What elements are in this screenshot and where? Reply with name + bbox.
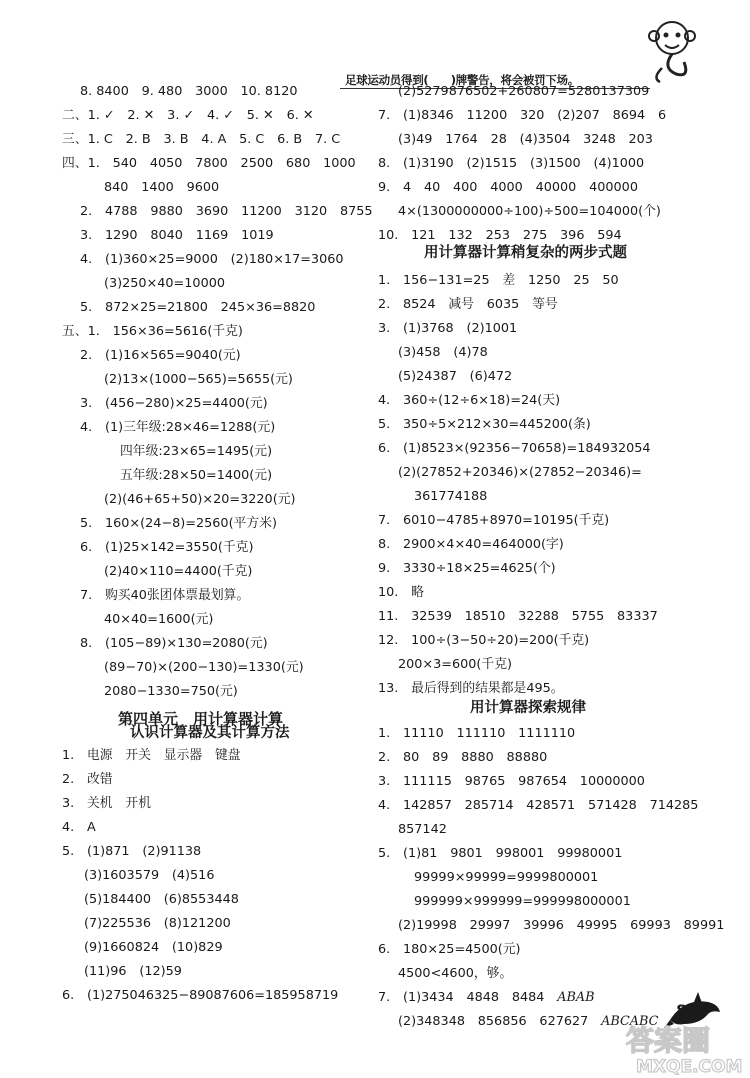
- right-answer-line: 7. (1)8346 11200 320 (2)207 8694 6: [378, 108, 667, 123]
- left-answer-line: 四、1. 540 4050 7800 2500 680 1000: [62, 156, 356, 171]
- left-answer-line: (11)96 (12)59: [84, 964, 182, 979]
- left-answer-line: 3. 1290 8040 1169 1019: [80, 228, 274, 243]
- left-answer-line: 3. 关机 开机: [62, 796, 151, 811]
- right-answer-line: 12. 100÷(3−50÷20)=200(千克): [378, 633, 590, 648]
- left-answer-line: (2)13×(1000−565)=5655(元): [104, 372, 293, 387]
- left-answer-line: 2. 改错: [62, 772, 113, 787]
- left-answer-line: 2. (1)16×565=9040(元): [80, 348, 241, 363]
- left-answer-line: 8. 8400 9. 480 3000 10. 8120: [80, 84, 298, 99]
- right-answer-line: 9. 4 40 400 4000 40000 400000: [378, 180, 638, 195]
- left-answer-line: 4. A: [62, 820, 96, 835]
- left-answer-line: 3. (456−280)×25=4400(元): [80, 396, 268, 411]
- left-answer-line: 4. (1)三年级:28×46=1288(元): [80, 420, 276, 435]
- left-answer-line: 三、1. C 2. B 3. B 4. A 5. C 6. B 7. C: [62, 132, 341, 147]
- left-answer-line: 8. (105−89)×130=2080(元): [80, 636, 268, 651]
- right-answer-line: (2)5279876502+260807=5280137309: [398, 84, 650, 99]
- header-tip: 足球运动员得到( )牌警告，将会被罚下场。: [345, 73, 579, 87]
- right-answer-line: 6. 180×25=4500(元): [378, 942, 521, 957]
- left-answer-line: 五、1. 156×36=5616(千克): [62, 324, 243, 339]
- monkey-mascot-icon: [632, 8, 702, 88]
- left-answer-line: 6. (1)275046325−89087606=185958719: [62, 988, 339, 1003]
- right-answer-line: 4500<4600，够。: [398, 966, 513, 981]
- left-answer-line: 2080−1330=750(元): [104, 684, 238, 699]
- left-answer-line: (9)1660824 (10)829: [84, 940, 223, 955]
- right-answer-line: 11. 32539 18510 32288 5755 83337: [378, 609, 658, 624]
- left-answer-line: 40×40=1600(元): [104, 612, 214, 627]
- left-answer-line: 6. (1)25×142=3550(千克): [80, 540, 254, 555]
- right-answer-line: 3. 111115 98765 987654 10000000: [378, 774, 645, 789]
- left-answer-line: 4. (1)360×25=9000 (2)180×17=3060: [80, 252, 344, 267]
- right-answer-line: 4×(1300000000÷100)÷500=104000(个): [398, 204, 661, 219]
- right-answer-line: 857142: [398, 822, 447, 837]
- watermark-logo: [618, 1020, 748, 1076]
- section-heading: 用计算器探索规律: [470, 700, 586, 716]
- right-answer-line: 1. 156−131=25 差 1250 25 50: [378, 273, 619, 288]
- right-answer-line: 4. 142857 285714 428571 571428 714285: [378, 798, 699, 813]
- right-answer-line: 5. (1)81 9801 998001 99980001: [378, 846, 623, 861]
- section-heading: 用计算器计算稍复杂的两步式题: [424, 245, 627, 261]
- svg-text:MXQE.COM: MXQE.COM: [636, 1057, 743, 1076]
- right-answer-line: 13. 最后得到的结果都是495。: [378, 681, 564, 696]
- left-answer-line: 5. 160×(24−8)=2560(平方米): [80, 516, 277, 531]
- right-answer-line: 200×3=600(千克): [398, 657, 513, 672]
- left-answer-line: (7)225536 (8)121200: [84, 916, 231, 931]
- left-answer-line: (2)(46+65+50)×20=3220(元): [104, 492, 296, 507]
- right-answer-line: 361774188: [414, 489, 488, 504]
- right-answer-line: 10. 121 132 253 275 396 594: [378, 228, 622, 243]
- page-number: 89: [676, 1001, 699, 1020]
- svg-text:答案圈: 答案圈: [626, 1024, 711, 1057]
- left-answer-line: 五年级:28×50=1400(元): [120, 468, 273, 483]
- right-answer-line: (3)49 1764 28 (4)3504 3248 203: [398, 132, 653, 147]
- right-answer-line: 99999×99999=9999800001: [414, 870, 599, 885]
- right-answer-line: 2. 80 89 8880 88880: [378, 750, 548, 765]
- section-heading: 认识计算器及其计算方法: [130, 725, 290, 741]
- right-answer-line: 6. (1)8523×(92356−70658)=184932054: [378, 441, 651, 456]
- right-answer-line: 3. (1)3768 (2)1001: [378, 321, 518, 336]
- unit-title: 第四单元 用计算器计算: [118, 710, 284, 728]
- left-answer-line: 5. (1)871 (2)91138: [62, 844, 202, 859]
- right-answer-line: 4. 360÷(12÷6×18)=24(天): [378, 393, 561, 408]
- right-answer-line: 2. 8524 减号 6035 等号: [378, 297, 558, 312]
- right-answer-line: 1. 11110 111110 1111110: [378, 726, 576, 741]
- right-answer-line: 8. 2900×4×40=464000(字): [378, 537, 564, 552]
- right-answer-line: 7. 6010−4785+8970=10195(千克): [378, 513, 610, 528]
- right-answer-line: (3)458 (4)78: [398, 345, 488, 360]
- left-answer-line: 1. 电源 开关 显示器 键盘: [62, 748, 241, 763]
- right-answer-line: (2)19998 29997 39996 49995 69993 89991: [398, 918, 725, 933]
- right-answer-line: 10. 略: [378, 585, 424, 600]
- right-answer-line: 8. (1)3190 (2)1515 (3)1500 (4)1000: [378, 156, 645, 171]
- left-answer-line: 2. 4788 9880 3690 11200 3120 8755: [80, 204, 373, 219]
- left-answer-line: 840 1400 9600: [104, 180, 220, 195]
- right-answer-line: 7. (1)3434 4848 8484 ABAB: [378, 990, 595, 1005]
- right-answer-line: 999999×999999=999998000001: [414, 894, 631, 909]
- left-answer-line: 5. 872×25=21800 245×36=8820: [80, 300, 316, 315]
- left-answer-line: 四年级:23×65=1495(元): [120, 444, 273, 459]
- right-answer-line: (2)348348 856856 627627 ABCABC: [398, 1014, 659, 1029]
- left-answer-line: 二、1. ✓ 2. ✕ 3. ✓ 4. ✓ 5. ✕ 6. ✕: [62, 108, 314, 123]
- left-answer-line: (3)250×40=10000: [104, 276, 225, 291]
- left-answer-line: (3)1603579 (4)516: [84, 868, 215, 883]
- left-answer-line: (2)40×110=4400(千克): [104, 564, 253, 579]
- left-answer-line: (89−70)×(200−130)=1330(元): [104, 660, 304, 675]
- right-answer-line: 5. 350÷5×212×30=445200(条): [378, 417, 591, 432]
- right-answer-line: (2)(27852+20346)×(27852−20346)=: [398, 465, 642, 480]
- left-answer-line: 7. 购买40张团体票最划算。: [80, 588, 250, 603]
- left-answer-line: (5)184400 (6)8553448: [84, 892, 239, 907]
- right-answer-line: (5)24387 (6)472: [398, 369, 513, 384]
- right-answer-line: 9. 3330÷18×25=4625(个): [378, 561, 556, 576]
